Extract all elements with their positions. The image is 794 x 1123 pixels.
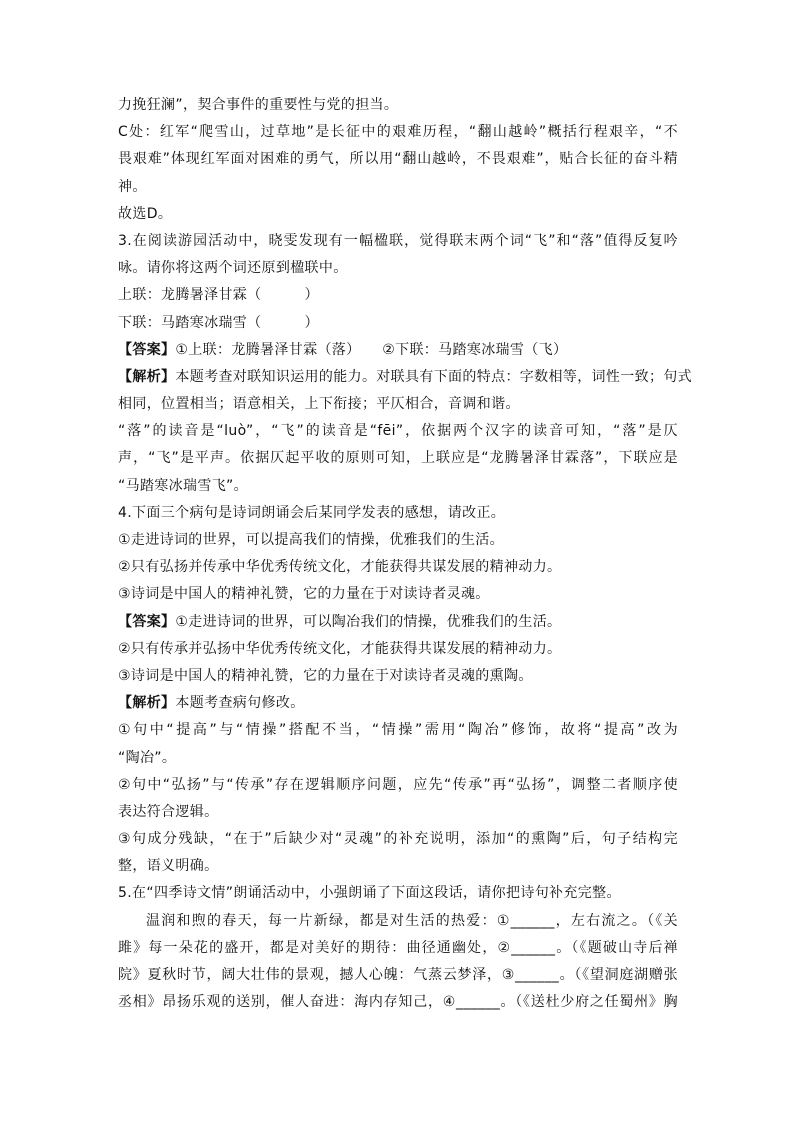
line-text: “陶冶”。 xyxy=(118,749,177,766)
line-text: ②句中“弘扬”与“传承”存在逻辑顺序问题，应先“传承”再“弘扬”，调整二者顺序使 xyxy=(118,776,678,793)
text-line xyxy=(118,255,678,282)
text-line xyxy=(118,962,678,989)
text-line xyxy=(118,853,678,880)
text-line xyxy=(118,201,678,228)
text-line xyxy=(118,554,678,581)
text-line xyxy=(118,581,678,608)
text-line xyxy=(118,337,678,364)
text-line xyxy=(118,908,678,935)
line-text: 3.在阅读游园活动中，晓雯发现有一幅楹联，觉得联末两个词“飞”和“落”值得反复吟 xyxy=(118,232,678,249)
line-text: 本题考查病句修改。 xyxy=(175,695,305,712)
line-text: ③诗词是中国人的精神礼赞，它的力量在于对读诗者灵魂。 xyxy=(118,586,490,603)
text-line xyxy=(118,663,678,690)
text-line xyxy=(118,473,678,500)
line-text: 故选D。 xyxy=(118,205,173,222)
line-text: ①句中“提高”与“情操”搭配不当，“情操”需用“陶冶”修饰，故将“提高”改为 xyxy=(118,722,678,739)
line-text: 力挽狂澜”，契合事件的重要性与党的担当。 xyxy=(118,97,399,113)
text-line xyxy=(118,636,678,663)
line-text: “落”的读音是“luò”，“飞”的读音是“fēi”，依据两个汉字的读音可知，“落”是仄 xyxy=(118,423,678,440)
text-line xyxy=(118,174,678,201)
text-line xyxy=(118,772,678,799)
line-text: 丞相》昂扬乐观的送别，催人奋进：海内存知己，④______。（《送杜少府之任蜀州》胸 xyxy=(118,994,678,1011)
line-text: ①走进诗词的世界，可以提高我们的情操，优雅我们的生活。 xyxy=(118,532,504,548)
line-text: 畏艰难”体现红军面对困难的勇气，所以用“翻山越岭，不畏艰难”，贴合长征的奋斗精 xyxy=(118,151,678,168)
line-text: 5.在“四季诗文情”朗诵活动中，小强朗诵了下面这段话，请你把诗句补充完整。 xyxy=(118,885,621,902)
line-text: 神。 xyxy=(118,178,147,195)
line-text: 温润和煦的春天，每一片新绿，都是对生活的热爱：①______，左右流之。（《关 xyxy=(146,912,678,929)
document-page xyxy=(118,92,693,1016)
line-text: 表达符合逻辑。 xyxy=(118,803,219,820)
text-line xyxy=(118,445,678,472)
section-label: 【解析】 xyxy=(118,368,176,385)
text-line xyxy=(118,391,678,418)
text-line xyxy=(118,935,678,962)
line-text: ③句成分残缺，“在于”后缺少对“灵魂”的补充说明，添加“的熏陶”后，句子结构完 xyxy=(118,831,678,848)
text-line xyxy=(118,310,678,337)
line-text: ①上联：龙腾暑泽甘霖（落） ②下联：马踏寒冰瑞雪（飞） xyxy=(175,341,568,358)
text-line xyxy=(118,690,678,717)
text-line xyxy=(118,282,678,309)
text-line xyxy=(118,119,678,146)
text-line xyxy=(118,92,678,119)
text-line xyxy=(118,826,678,853)
line-text: 4.下面三个病句是诗词朗诵会后某同学发表的感想，请改正。 xyxy=(118,504,506,521)
text-line xyxy=(118,799,678,826)
line-text: ①走进诗词的世界，可以陶冶我们的情操，优雅我们的生活。 xyxy=(175,613,562,630)
text-line xyxy=(118,609,678,636)
section-label: 【答案】 xyxy=(118,613,176,630)
text-line xyxy=(118,364,693,391)
text-line xyxy=(118,500,678,527)
section-label: 【答案】 xyxy=(118,341,176,358)
text-line xyxy=(118,745,678,772)
line-text: “马踏寒冰瑞雪飞”。 xyxy=(118,477,249,494)
line-text: ②只有传承并弘扬中华优秀传统文化，才能获得共谋发展的精神动力。 xyxy=(118,640,562,657)
line-text: 院》夏秋时节，阔大壮伟的景观，撼人心魄：气蒸云梦泽，③______。（《望洞庭湖赠张 xyxy=(118,967,678,983)
text-line xyxy=(118,418,678,445)
line-text: 下联：马踏寒冰瑞雪（ ） xyxy=(118,314,319,331)
text-line xyxy=(118,527,678,554)
text-line xyxy=(118,146,678,173)
section-label: 【解析】 xyxy=(118,695,176,712)
line-text: 本题考查对联知识运用的能力。对联具有下面的特点：字数相等，词性一致；句式 xyxy=(175,368,693,385)
text-line xyxy=(118,717,678,744)
line-text: 声，“飞”是平声。依据仄起平收的原则可知，上联应是“龙腾暑泽甘霖落”，下联应是 xyxy=(118,450,678,467)
line-text: 雎》每一朵花的盛开，都是对美好的期待：曲径通幽处，②______。（《题破山寺后禅 xyxy=(118,939,678,956)
line-text: C处：红军“爬雪山，过草地”是长征中的艰难历程，“翻山越岭”概括行程艰辛，“不 xyxy=(118,124,678,141)
text-line xyxy=(118,989,678,1016)
line-text: ②只有弘扬并传承中华优秀传统文化，才能获得共谋发展的精神动力。 xyxy=(118,559,562,576)
text-line xyxy=(118,228,678,255)
line-text: 上联：龙腾暑泽甘霖（ ） xyxy=(118,287,319,304)
text-line xyxy=(118,880,678,907)
line-text: ③诗词是中国人的精神礼赞，它的力量在于对读诗者灵魂的熏陶。 xyxy=(118,667,533,684)
line-text: 整，语义明确。 xyxy=(118,858,219,875)
line-text: 咏。请你将这两个词还原到楹联中。 xyxy=(118,260,348,277)
line-text: 相同，位置相当；语意相关，上下衔接；平仄相合，音调和谐。 xyxy=(118,396,520,413)
